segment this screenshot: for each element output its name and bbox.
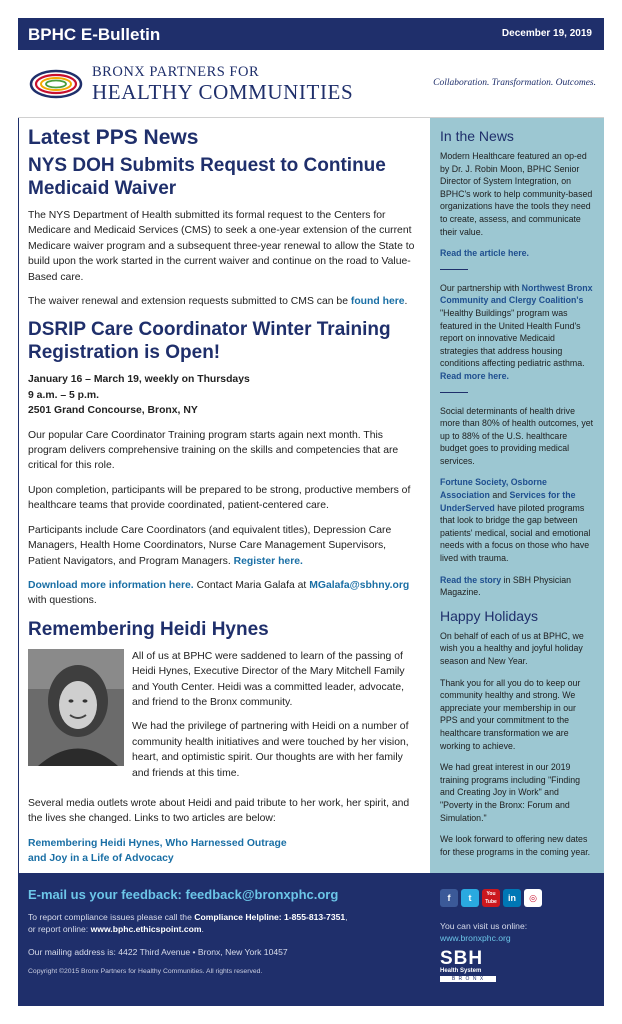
header bbox=[18, 50, 604, 118]
facebook-icon[interactable]: f bbox=[440, 889, 458, 907]
read-story-link[interactable]: Read the story bbox=[440, 574, 502, 585]
event-details bbox=[28, 372, 418, 418]
visit-online: You can visit us online: www.bronxphc.org bbox=[440, 921, 528, 943]
read-more-link[interactable]: Read more here. bbox=[440, 370, 509, 381]
divider bbox=[440, 392, 468, 393]
main-content bbox=[28, 126, 418, 900]
news-item-1-link-row bbox=[440, 247, 594, 260]
waiver-renewal-paragraph: The waiver renewal and extension requests submitted to CMS can be found here. bbox=[28, 296, 408, 308]
training-paragraph-4: Download more information here. Contact Maria Galafa at MGalafa@sbhny.org with questions. bbox=[28, 579, 410, 607]
training-heading: DSRIP Care Coordinator Winter Training Registration is Open! bbox=[28, 319, 391, 364]
heidi-text bbox=[132, 649, 418, 790]
sbh-logo-bar: B R O N X bbox=[440, 976, 496, 982]
mailing-address: Our mailing address is: 4422 Third Avenue • Bronx, New York 10457 bbox=[28, 947, 288, 957]
download-info-link[interactable]: Download more information here. bbox=[28, 579, 194, 591]
bulletin-title: BPHC E-Bulletin bbox=[28, 25, 161, 44]
bphc-logo-icon bbox=[28, 64, 84, 104]
read-article-link[interactable]: Read the article here. bbox=[440, 248, 529, 259]
heidi-heading: Remembering Heidi Hynes bbox=[28, 618, 269, 640]
bulletin-date: December 19, 2019 bbox=[501, 28, 592, 39]
email-link[interactable]: MGalafa@sbhny.org bbox=[309, 579, 410, 591]
news-item-5: Read the story in SBH Physician Magazine. bbox=[440, 574, 572, 598]
feedback-link[interactable]: E-mail us your feedback: feedback@bronxphc.org bbox=[28, 887, 339, 902]
event-time: 9 a.m. – 5 p.m. bbox=[28, 389, 100, 401]
holiday-paragraph-2: Thank you for all you do to keep our community healthy and strong. We appreciate your membership in our PPS and your commitment to the healthcare transformation we are working to achieve. bbox=[440, 677, 581, 751]
training-paragraph-3: Participants include Care Coordinators (and equivalent titles), Depression Care Managers, Health Home Coordinators, Nurse Care Management Supervisors, Patient Navigators, and Program Managers. Register here. bbox=[28, 524, 392, 567]
found-here-link[interactable]: found here bbox=[350, 296, 405, 308]
compliance-text: To report compliance issues please call the Compliance Helpline: 1-855-813-7351, or report online: www.bphc.ethicspoint.com. bbox=[28, 912, 348, 934]
holiday-paragraph-4: We look forward to offering new dates for these programs in the coming year. bbox=[440, 834, 591, 857]
social-icons bbox=[440, 889, 542, 907]
youtube-icon[interactable]: You Tube bbox=[482, 889, 500, 907]
waiver-heading: NYS DOH Submits Request to Continue Medicaid Waiver bbox=[28, 155, 386, 199]
holiday-paragraph-1: On behalf of each of us at BPHC, we wish you a healthy and joyful holiday season and New Year. bbox=[440, 630, 584, 666]
org-name-line2: HEALTHY COMMUNITIES bbox=[92, 80, 354, 104]
website-link[interactable]: www.bronxphc.org bbox=[440, 933, 511, 943]
linkedin-icon[interactable]: in bbox=[503, 889, 521, 907]
news-item-2: Our partnership with Northwest Bronx Community and Clergy Coalition's "Healthy Buildings" program was featured in the United Health Fund's report on innovative Medicaid strategies that address housing conditions affecting pediatric asthma. Read more here. bbox=[440, 282, 593, 381]
ethicspoint-link[interactable]: www.bphc.ethicspoint.com bbox=[90, 924, 202, 934]
bphc-logo-small-icon[interactable]: ◎ bbox=[524, 889, 542, 907]
heidi-paragraph-2: We had the privilege of partnering with Heidi on a number of community health initiatives and were touched by her vision, heart, and optimistic spirit. Our thoughts are with her family and friends at this time. bbox=[132, 721, 409, 779]
heidi-block bbox=[28, 649, 418, 790]
news-item-3: Social determinants of health drive more than 80% of health outcomes, yet up to 88% of the U.S. healthcare budget goes to providing medical services. bbox=[440, 405, 594, 466]
fortune-society-link[interactable]: Fortune Society, Osborne Association bbox=[440, 477, 547, 501]
tagline: Collaboration. Transformation. Outcomes. bbox=[433, 78, 596, 88]
heidi-paragraph-3: Several media outlets wrote about Heidi and paid tribute to her work, her spirit, and the lives she changed. Links to two articles are below: bbox=[28, 797, 410, 825]
event-location: 2501 Grand Concourse, Bronx, NY bbox=[28, 405, 198, 417]
training-paragraph-1: Our popular Care Coordinator Training program starts again next month. This program delivers comprehensive training on the skills and competencies that are critical for this role. bbox=[28, 429, 399, 472]
sbh-logo-text: SBH bbox=[440, 948, 484, 969]
article-link-1[interactable]: Remembering Heidi Hynes, Who Harnessed Outrage and Joy in a Life of Advocacy bbox=[28, 837, 287, 865]
heidi-paragraph-1: All of us at BPHC were saddened to learn of the passing of Heidi Hynes, Executive Director of the Mary Mitchell Family and Youth Center. Heidi was a committed leader, advocate, and friend to the Bronx community. bbox=[132, 650, 405, 708]
twitter-icon[interactable]: t bbox=[461, 889, 479, 907]
training-paragraph-2: Upon completion, participants will be prepared to be strong, productive members of healthcare teams that provide coordinated, patient-centered care. bbox=[28, 484, 411, 512]
sbh-logo bbox=[440, 949, 496, 982]
compliance-helpline: Compliance Helpline: 1-855-813-7351 bbox=[194, 912, 346, 922]
register-here-link[interactable]: Register here. bbox=[233, 555, 303, 567]
copyright: Copyright ©2015 Bronx Partners for Healthy Communities. All rights reserved. bbox=[28, 968, 263, 975]
news-item-1: Modern Healthcare featured an op-ed by Dr. J. Robin Moon, BPHC Senior Director of System Integration, on BPHC's work to help community-based organizations have the tools they need to create, assess, and communicate their value. bbox=[440, 151, 593, 237]
org-name-line1: BRONX PARTNERS FOR bbox=[92, 64, 260, 80]
in-the-news-heading: In the News bbox=[440, 128, 514, 144]
event-dates: January 16 – March 19, weekly on Thursdays bbox=[28, 374, 250, 386]
heidi-photo bbox=[28, 649, 124, 766]
sbh-logo-subtitle: Health System bbox=[440, 968, 482, 974]
holiday-paragraph-3: We had great interest in our 2019 training programs including "Finding and Creating Joy in Work" and "Poverty in the Bronx: Forum and Simulation." bbox=[440, 762, 581, 823]
happy-holidays-heading: Happy Holidays bbox=[440, 607, 539, 624]
divider bbox=[440, 269, 468, 270]
nwbccc-link[interactable]: Northwest Bronx Community and Clergy Coalition's bbox=[440, 282, 593, 306]
footer bbox=[18, 873, 604, 1006]
waiver-paragraph: The NYS Department of Health submitted its formal request to the Centers for Medicare and Medicaid Services (CMS) to seek a one-year extension of the current Medicare waiver program and a subsequent three-year renewal to allow the State to build upon the work started in the current waiver and continue on the road to Value-Based care. bbox=[28, 210, 415, 283]
news-item-4: Fortune Society, Osborne Association and Services for the UnderServed have piloted programs that look to bridge the gap between patients' medical, social and emotional needs with a focus on those who have lived with trauma. bbox=[440, 477, 591, 564]
top-bar bbox=[18, 18, 604, 50]
section-title: Latest PPS News bbox=[28, 126, 199, 149]
sidebar bbox=[430, 118, 604, 873]
services-underserved-link[interactable]: Services for the UnderServed bbox=[440, 490, 576, 513]
